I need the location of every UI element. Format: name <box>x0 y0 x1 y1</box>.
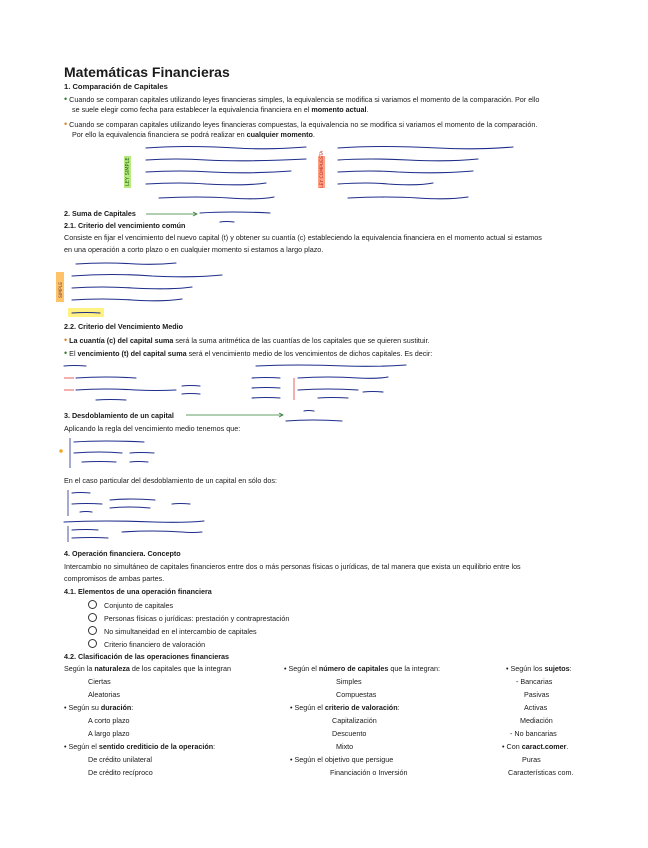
classification-item: Aleatorias <box>88 690 120 699</box>
section-1-paragraph-2-cont: Por ello la equivalencia financiera se podrá realizar en cualquier momento. <box>72 130 315 139</box>
section-1-paragraph-1: • Cuando se comparan capitales utilizando leyes financieras simples, la equivalencia se modifica si variamos el momento de la comparación. Por ello <box>64 94 540 104</box>
section-4-paragraph-1: Intercambio no simultáneo de capitales financieros entre dos o más personas físicas o jurídicas, de tal manera que exista un equilibrio entre los <box>64 562 521 571</box>
classification-item: Capitalización <box>332 716 377 725</box>
classification-commercial-heading: • Con caract.comer. <box>502 742 569 751</box>
section-2-bullet-2: • El vencimiento (t) del capital suma será el vencimiento medio de los vencimientos de dichos capitales. Es decir: <box>64 348 433 358</box>
classification-item: Puras <box>522 755 541 764</box>
classification-item: Ciertas <box>88 677 111 686</box>
classification-item: Características com. <box>508 768 574 777</box>
section-2-1-heading: 2.1. Criterio del vencimiento común <box>64 221 186 230</box>
section-1-heading: 1. Comparación de Capitales <box>64 82 168 91</box>
classification-item: Descuento <box>332 729 367 738</box>
classification-number-heading: • Según el número de capitales que la integran: <box>284 664 440 673</box>
classification-subjects-heading: • Según los sujetos: <box>506 664 572 673</box>
classification-item: Mediación <box>520 716 553 725</box>
bullet-icon: • <box>64 94 68 104</box>
circle-bullet-icon <box>88 613 97 622</box>
handwritten-note-two-capitals <box>60 488 260 544</box>
classification-item: Mixto <box>336 742 354 751</box>
classification-objective-heading: • Según el objetivo que persigue <box>290 755 394 764</box>
section-4-2-heading: 4.2. Clasificación de las operaciones financieras <box>64 652 229 661</box>
section-1-paragraph-1-cont: se suele elegir como fecha para establecer la equivalencia financiera en el momento actual. <box>72 105 369 114</box>
classification-item: Activas <box>524 703 548 712</box>
section-2-bullet-1: • La cuantía (c) del capital suma será la suma aritmética de las cuantías de los capitales que se quieren sustituir. <box>64 335 430 345</box>
classification-item: Pasivas <box>524 690 550 699</box>
element-item: Personas físicas o jurídicas: prestación y contraprestación <box>88 613 289 625</box>
circle-bullet-icon <box>88 626 97 635</box>
circle-bullet-icon <box>88 639 97 648</box>
classification-item: - Bancarias <box>516 677 553 686</box>
section-4-paragraph-2: compromisos de ambas partes. <box>64 574 165 583</box>
section-1-paragraph-2: • Cuando se comparan capitales utilizando leyes financieras compuestas, la equivalencia no se modifica si variamos el momento de la comparación. <box>64 119 538 129</box>
classification-item: A largo plazo <box>88 729 130 738</box>
classification-credit-heading: • Según el sentido crediticio de la operación: <box>64 742 216 751</box>
handwritten-note-average-maturity-formula <box>62 360 242 406</box>
element-item: No simultaneidad en el intercambio de capitales <box>88 626 257 638</box>
classification-item: De crédito unilateral <box>88 755 152 764</box>
classification-item: Simples <box>336 677 362 686</box>
section-2-paragraph-2: en una operación a corto plazo o en cualquier momento si estamos a largo plazo. <box>64 245 324 254</box>
classification-item: Financiación o Inversión <box>330 768 408 777</box>
classification-duration-heading: • Según su duración: <box>64 703 134 712</box>
classification-item: De crédito recíproco <box>88 768 153 777</box>
section-4-1-heading: 4.1. Elementos de una operación financiera <box>64 587 212 596</box>
bullet-icon: • <box>64 348 68 358</box>
section-4-heading: 4. Operación financiera. Concepto <box>64 549 181 558</box>
classification-item: - No bancarias <box>510 729 557 738</box>
handwritten-note-simple-law <box>124 142 324 204</box>
handwritten-label: LEY SIMPLE <box>125 157 131 186</box>
classification-valuation-heading: • Según el criterio de valoración: <box>290 703 400 712</box>
handwritten-note-common-maturity <box>56 258 256 320</box>
handwritten-note-example <box>248 360 448 410</box>
bullet-icon: • <box>64 119 68 129</box>
section-2-heading: 2. Suma de Capitales <box>64 209 136 218</box>
classification-item: Compuestas <box>336 690 377 699</box>
handwritten-label: LEY COMPUESTA <box>320 150 325 188</box>
bullet-icon: • <box>64 335 68 345</box>
section-2-paragraph-1: Consiste en fijar el vencimiento del nuevo capital (t) y obtener su cuantía (c) estableciendo la equivalencia financiera en el momento actual si estamos <box>64 233 542 242</box>
handwritten-note-compound-law <box>318 142 518 204</box>
section-2-2-heading: 2.2. Criterio del Vencimiento Medio <box>64 322 184 331</box>
classification-nature-heading: Según la naturaleza de los capitales que la integran <box>64 664 232 673</box>
element-item: Conjunto de capitales <box>88 600 173 612</box>
classification-item: A corto plazo <box>88 716 130 725</box>
section-3-paragraph-1: Aplicando la regla del vencimiento medio tenemos que: <box>64 424 241 433</box>
section-3-paragraph-2: En el caso particular del desdoblamiento de un capital en sólo dos: <box>64 476 277 485</box>
handwritten-label: SIMPLE <box>59 281 64 298</box>
element-item: Criterio financiero de valoración <box>88 639 205 651</box>
section-3-heading: 3. Desdoblamiento de un capital <box>64 411 174 420</box>
handwritten-note-split-formula <box>58 436 208 470</box>
page-title: Matemáticas Financieras <box>64 64 230 80</box>
circle-bullet-icon <box>88 600 97 609</box>
